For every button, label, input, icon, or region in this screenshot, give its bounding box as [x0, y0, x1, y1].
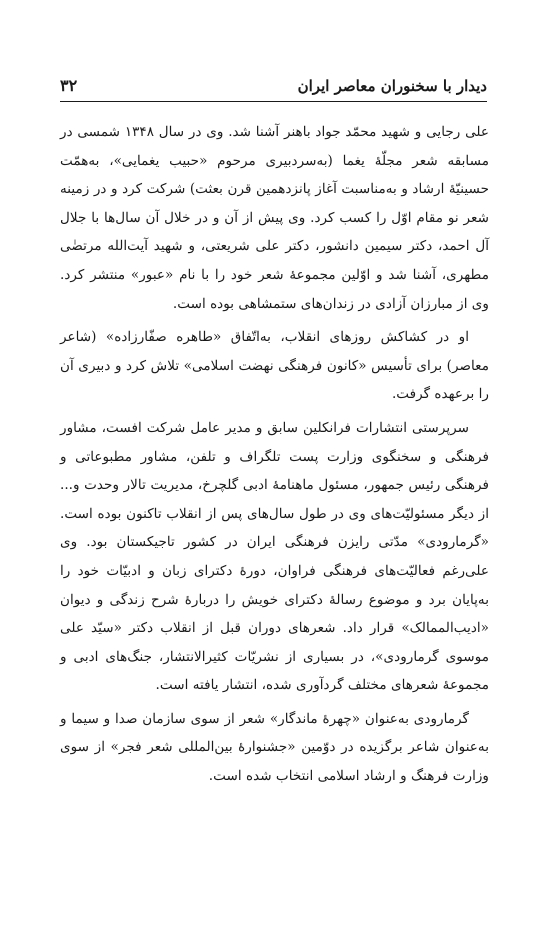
- body-text: [60, 118, 489, 796]
- page-header: [60, 72, 487, 102]
- page-number: ۳۲: [60, 76, 78, 95]
- running-title: دیدار با سخنوران معاصر ایران: [297, 77, 487, 95]
- paragraph: او در کشاکش روزهای انقلاب، به‌اتّفاق «طاهره صفّارزاده» (شاعر معاصر) برای تأسیس «کانون فرهنگی نهضت اسلامی» تلاش کرد و دبیری آن را برعهده گرفت.: [60, 329, 489, 403]
- paragraph: سرپرستی انتشارات فرانکلین سابق و مدیر عامل شرکت افست، مشاور فرهنگی و سخنگوی وزارت پست تلگراف و تلفن، مشاور مطبوعاتی و فرهنگی رئیس جمهور، مسئول ماهنامهٔ ادبی گلچرخ، مدیریت تالار وحدت و... از دیگر مسئولیّت‌های وی در طول سال‌های پس از انقلاب تاکنون بوده است. «گرمارودی» مدّتی رایزن فرهنگی ایران در کشور تاجیکستان بود. وی علی‌رغم فعالیّت‌های فرهنگی فراوان، دورهٔ دکترای زبان و ادبیّات خود را به‌پایان برد و موضوع رسالهٔ دکترای خویش را دربارهٔ شرح زندگی و دیوان «ادیب‌الممالک» قرار داد. شعرهای دوران قبل از انقلاب دکتر «سیّد علی موسوی گرمارودی»، در بسیاری از نشریّات کثیرالانتشار، جنگ‌های ادبی و مجموعهٔ شعرهای مختلف گردآوری شده، انتشار یافته است.: [60, 419, 489, 694]
- paragraph: علی رجایی و شهید محمّد جواد باهنر آشنا شد. وی در سال ۱۳۴۸ شمسی در مسابقه شعر مجلّهٔ یغما (به‌سردبیری مرحوم «حبیب یغمایی»، به‌همّت حسینیّهٔ ارشاد و به‌مناسبت آغاز پانزدهمین قرن بعثت) شرکت کرد و در زمینه شعر نو مقام اوّل را کسب کرد. وی پیش از آن و در خلال آن سال‌ها با جلال آل احمد، دکتر سیمین دانشور، دکتر علی شریعتی، و شهید آیت‌الله مرتضٰی مطهری، آشنا شد و اوّلین مجموعهٔ شعر خود را با نام «عبور» منتشر کرد. وی از مبارزان آزادی در زندان‌های ستمشاهی بوده است.: [60, 124, 490, 312]
- paragraph: گرمارودی به‌عنوان «چهرهٔ ماندگار» شعر از سوی سازمان صدا و سیما و به‌عنوان شاعر برگزیده در دوّمین «جشنوارهٔ بین‌المللی شعر فجر» از سوی وزارت فرهنگ و ارشاد اسلامی انتخاب شده است.: [60, 710, 489, 785]
